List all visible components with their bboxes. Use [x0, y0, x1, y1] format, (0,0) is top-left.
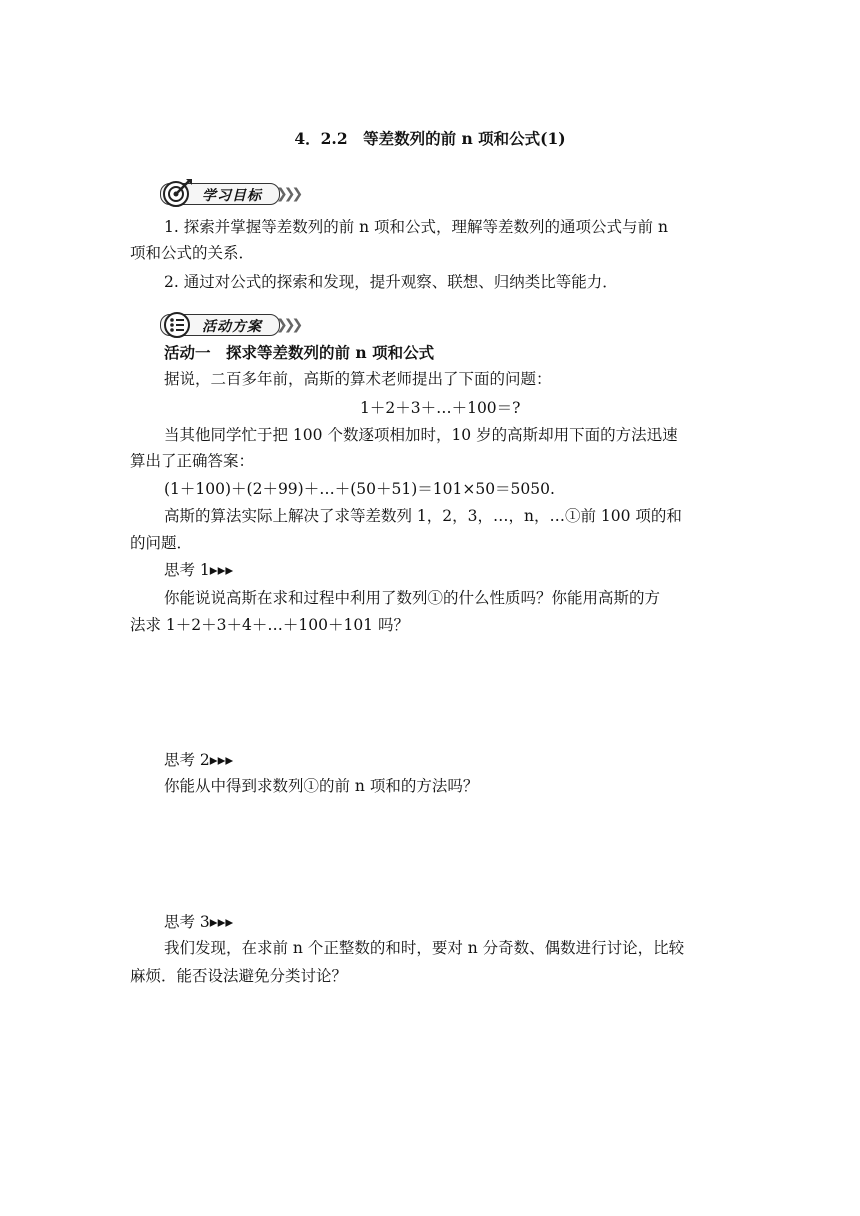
activity-formula: 1＋2＋3＋…＋100＝?: [360, 399, 521, 417]
think2-line: 你能从中得到求数列①的前 n 项和的方法吗？: [164, 777, 479, 795]
goal-line: 2. 通过对公式的探索和发现，提升观察、联想、归纳类比等能力．: [164, 273, 618, 291]
think1-label: 思考 1▸▸▸: [164, 561, 234, 579]
page-title: 4．2.2 等差数列的前 n 项和公式(1): [294, 129, 566, 148]
activity-formula: (1＋100)＋(2＋99)＋…＋(50＋51)＝101×50＝5050.: [164, 480, 555, 498]
chevron-right-icon: ❯❯❯: [276, 317, 300, 333]
activity-line: 当其他同学忙于把 100 个数逐项相加时，10 岁的高斯却用下面的方法迅速: [164, 426, 678, 444]
goals-banner: [160, 177, 320, 207]
list-icon: [162, 308, 194, 340]
goal-line: 1. 探索并掌握等差数列的前 n 项和公式，理解等差数列的通项公式与前 n: [164, 218, 668, 236]
activity-line: 高斯的算法实际上解决了求等差数列 1，2，3，…，n，…①前 100 项的和: [164, 507, 682, 525]
chevron-right-icon: ❯❯❯: [276, 186, 300, 202]
activity-line: 算出了正确答案：: [130, 452, 255, 470]
think3-line: 麻烦．能否设法避免分类讨论？: [130, 967, 348, 985]
goals-banner-label: 学习目标: [202, 188, 262, 204]
think3-label: 思考 3▸▸▸: [164, 913, 234, 931]
think1-line: 你能说说高斯在求和过程中利用了数列①的什么性质吗？你能用高斯的方: [164, 589, 661, 607]
activity-banner-label: 活动方案: [202, 319, 262, 335]
activity-line: 的问题．: [130, 534, 193, 552]
goal-line: 项和公式的关系．: [130, 244, 255, 262]
activity-line: 据说，二百多年前，高斯的算术老师提出了下面的问题：: [164, 370, 552, 388]
target-icon: [162, 177, 194, 209]
activity-banner: [160, 308, 320, 338]
activity-heading: 活动一 探求等差数列的前 n 项和公式: [164, 343, 435, 362]
think2-label: 思考 2▸▸▸: [164, 751, 234, 769]
think1-line: 法求 1＋2＋3＋4＋…＋100＋101 吗？: [130, 616, 409, 634]
think3-line: 我们发现，在求前 n 个正整数的和时，要对 n 分奇数、偶数进行讨论，比较: [164, 939, 685, 957]
